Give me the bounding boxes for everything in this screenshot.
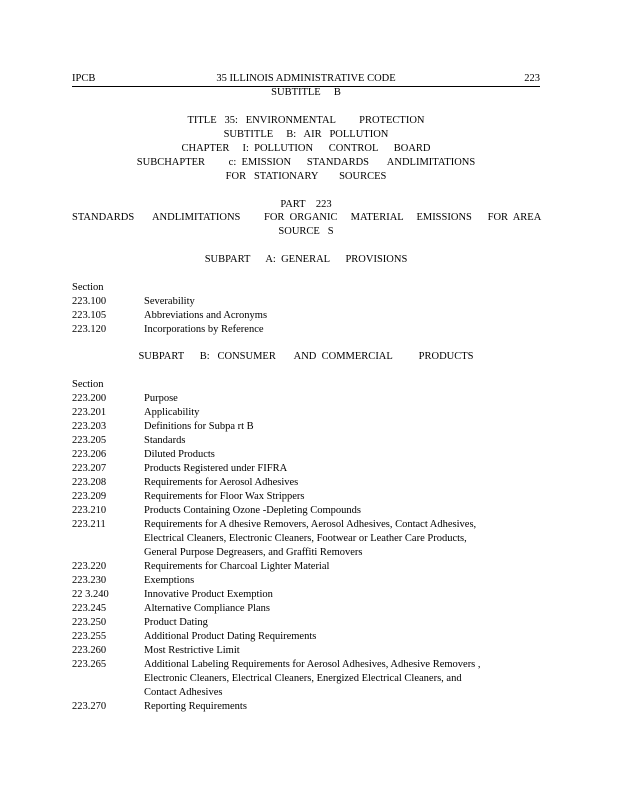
section-title: Innovative Product Exemption: [144, 589, 273, 600]
toc-entry: [72, 434, 542, 448]
subchapter-continued-line: FOR STATIONARY SOURCES: [225, 171, 387, 182]
subpart-b-section-list: [72, 392, 542, 714]
toc-entry: [72, 560, 542, 574]
header-subtitle: SUBTITLE B: [271, 87, 341, 98]
subpart-a-section-list: [72, 295, 542, 337]
section-number: 223.203: [72, 421, 107, 432]
section-number: 223.250: [72, 617, 107, 628]
subchapter-line: SUBCHAPTER c: EMISSION STANDARDS ANDLIMITATIONS: [136, 157, 476, 168]
section-title: Severability: [144, 296, 195, 307]
part-title-line: STANDARDS ANDLIMITATIONS FOR ORGANIC MATERIAL EMISSIONS FOR AREA: [72, 212, 542, 223]
section-title: Incorporations by Reference: [144, 324, 264, 335]
section-title: Applicability: [144, 407, 200, 418]
toc-entry: [72, 504, 542, 518]
toc-entry: [72, 392, 542, 406]
section-number: 223.209: [72, 491, 107, 502]
section-number: 223.270: [72, 701, 107, 712]
subpart-a-heading: SUBPART A: GENERAL PROVISIONS: [204, 254, 408, 265]
toc-entry: [72, 658, 542, 700]
header-part-number: 223: [524, 73, 540, 84]
section-title: Alternative Compliance Plans: [144, 603, 270, 614]
section-number: 223.100: [72, 296, 107, 307]
toc-entry: [72, 309, 542, 323]
section-number: 223.205: [72, 435, 107, 446]
title-line: TITLE 35: ENVIRONMENTAL PROTECTION: [187, 115, 425, 126]
subpart-a-section-label: Section: [72, 282, 104, 293]
section-title: Requirements for A dhesive Removers, Aerosol Adhesives, Contact Adhesives, Electrical Cleaners, Electronic Cleaners, Footwear or Leather Care Products, General Purpose Degreasers, and Graffiti Removers: [144, 519, 477, 558]
toc-entry: [72, 616, 542, 630]
section-number: 223.260: [72, 645, 107, 656]
toc-entry: [72, 588, 542, 602]
toc-entry: [72, 630, 542, 644]
section-number: 223.211: [72, 519, 106, 530]
section-number: 223.200: [72, 393, 107, 404]
part-number-line: PART 223: [280, 199, 332, 210]
toc-entry: [72, 490, 542, 504]
section-number: 223.120: [72, 324, 107, 335]
section-number: 22 3.240: [72, 589, 109, 600]
section-title: Additional Product Dating Requirements: [144, 631, 317, 642]
subpart-b-heading: SUBPART B: CONSUMER AND COMMERCIAL PRODUCTS: [138, 351, 474, 362]
section-title: Requirements for Floor Wax Strippers: [144, 491, 305, 502]
section-title: Requirements for Aerosol Adhesives: [144, 477, 299, 488]
chapter-line: CHAPTER I: POLLUTION CONTROL BOARD: [181, 143, 431, 154]
header-code-title: 35 ILLINOIS ADMINISTRATIVE CODE: [216, 73, 396, 84]
section-number: 223.255: [72, 631, 107, 642]
section-title: Requirements for Charcoal Lighter Material: [144, 561, 330, 572]
toc-entry: [72, 448, 542, 462]
toc-entry: [72, 420, 542, 434]
section-number: 223.210: [72, 505, 107, 516]
section-number: 223.201: [72, 407, 107, 418]
toc-entry: [72, 574, 542, 588]
toc-entry: [72, 295, 542, 309]
toc-entry: [72, 602, 542, 616]
section-title: Exemptions: [144, 575, 195, 586]
running-header: [72, 72, 540, 87]
toc-entry: [72, 644, 542, 658]
toc-entry: [72, 462, 542, 476]
toc-entry: [72, 518, 542, 560]
section-number: 223.265: [72, 659, 107, 670]
toc-entry: [72, 476, 542, 490]
section-title: Products Registered under FIFRA: [144, 463, 288, 474]
section-title: Most Restrictive Limit: [144, 645, 240, 656]
section-number: 223.245: [72, 603, 107, 614]
section-title: Reporting Requirements: [144, 701, 247, 712]
section-title: Additional Labeling Requirements for Aerosol Adhesives, Adhesive Removers , Electronic Cleaners, Electrical Cleaners, Energized Electrical Cleaners, and Contact Adhesives: [144, 659, 481, 698]
section-title: Products Containing Ozone -Depleting Compounds: [144, 505, 361, 516]
header-agency: IPCB: [72, 73, 96, 84]
section-title: Standards: [144, 435, 186, 446]
section-title: Abbreviations and Acronyms: [144, 310, 268, 321]
section-title: Diluted Products: [144, 449, 215, 460]
section-number: 223.208: [72, 477, 107, 488]
section-number: 223.220: [72, 561, 107, 572]
section-number: 223.105: [72, 310, 107, 321]
section-number: 223.207: [72, 463, 107, 474]
section-number: 223.230: [72, 575, 107, 586]
subtitle-line: SUBTITLE B: AIR POLLUTION: [223, 129, 389, 140]
section-title: Definitions for Subpa rt B: [144, 421, 254, 432]
section-title: Purpose: [144, 393, 178, 404]
toc-entry: [72, 700, 542, 714]
toc-entry: [72, 406, 542, 420]
subpart-b-section-label: Section: [72, 379, 104, 390]
toc-entry: [72, 323, 542, 337]
section-number: 223.206: [72, 449, 107, 460]
section-title: Product Dating: [144, 617, 208, 628]
part-title-continued-line: SOURCE S: [278, 226, 334, 237]
